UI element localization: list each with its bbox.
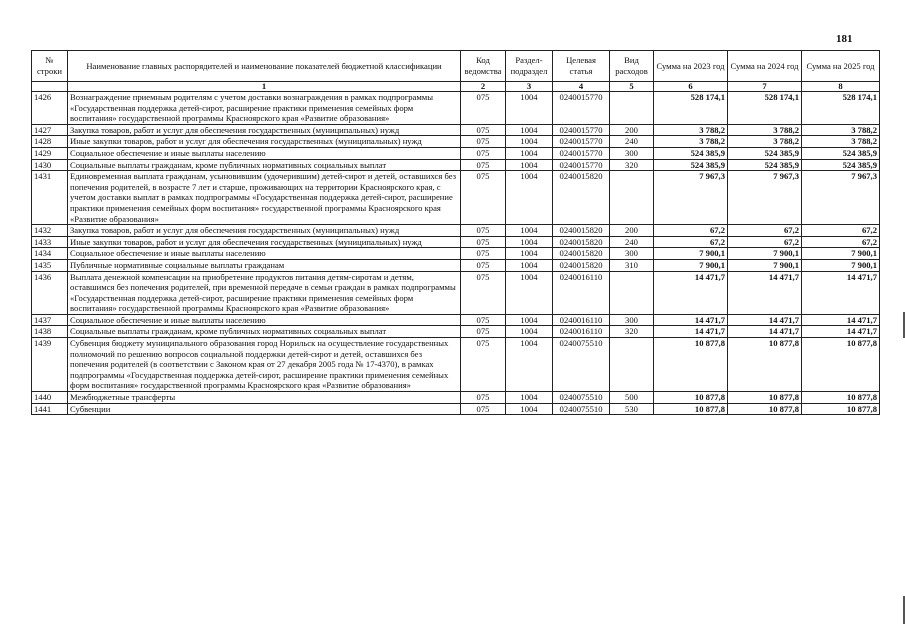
section-code: 1004 bbox=[506, 171, 553, 225]
sum-2024: 10 877,8 bbox=[728, 392, 802, 404]
section-code: 1004 bbox=[506, 236, 553, 248]
dept-code: 075 bbox=[461, 236, 506, 248]
table-row bbox=[32, 136, 880, 148]
dept-code: 075 bbox=[461, 248, 506, 260]
expense-type: 200 bbox=[610, 225, 654, 237]
expense-type: 500 bbox=[610, 392, 654, 404]
row-name: Социальные выплаты гражданам, кроме публичных нормативных социальных выплат bbox=[68, 326, 461, 338]
header-target: Целевая статья bbox=[553, 51, 610, 82]
sum-2025: 14 471,7 bbox=[802, 314, 880, 326]
expense-type: 320 bbox=[610, 326, 654, 338]
table-row bbox=[32, 403, 880, 415]
sum-2023: 3 788,2 bbox=[654, 124, 728, 136]
dept-code: 075 bbox=[461, 225, 506, 237]
row-number: 1432 bbox=[32, 225, 68, 237]
row-number: 1426 bbox=[32, 92, 68, 125]
sum-2024: 10 877,8 bbox=[728, 338, 802, 392]
row-name: Социальное обеспечение и иные выплаты населению bbox=[68, 147, 461, 159]
target-code: 0240016110 bbox=[553, 271, 610, 314]
section-code: 1004 bbox=[506, 326, 553, 338]
row-name: Выплата денежной компенсации на приобретение продуктов питания детям-сиротам и детям, оставшимся без попечения родителей, при временной передаче в семьи граждан в рамках подпрограммы «Государственная поддержка детей-сирот, расширение практики применения семейных форм воспитания» государственной программы Красноярского края «Развитие образования» bbox=[68, 271, 461, 314]
expense-type bbox=[610, 271, 654, 314]
row-number: 1429 bbox=[32, 147, 68, 159]
sum-2024: 14 471,7 bbox=[728, 314, 802, 326]
expense-type bbox=[610, 171, 654, 225]
row-name: Социальные выплаты гражданам, кроме публичных нормативных социальных выплат bbox=[68, 159, 461, 171]
dept-code: 075 bbox=[461, 314, 506, 326]
row-name: Субвенции bbox=[68, 403, 461, 415]
row-name: Субвенция бюджету муниципального образования город Норильск на осуществление государственных полномочий по решению вопросов социальной поддержки детей-сирот и детей, оставшихся без попечения родителей (в соответствии с Законом края от 27 декабря 2005 года № 17-4370), в рамках подпрограммы «Государственная поддержка детей-сирот, расширение практики применения семейных форм воспитания» государственной программы Красноярского края «Развитие образования» bbox=[68, 338, 461, 392]
page-number: 181 bbox=[836, 33, 853, 45]
sum-2024: 3 788,2 bbox=[728, 124, 802, 136]
dept-code: 075 bbox=[461, 271, 506, 314]
sum-2024: 67,2 bbox=[728, 225, 802, 237]
header-sum-2024: Сумма на 2024 год bbox=[728, 51, 802, 82]
row-name: Иные закупки товаров, работ и услуг для обеспечения государственных (муниципальных) нужд bbox=[68, 236, 461, 248]
sum-2023: 10 877,8 bbox=[654, 338, 728, 392]
sum-2023: 524 385,9 bbox=[654, 147, 728, 159]
dept-code: 075 bbox=[461, 124, 506, 136]
target-code: 0240015820 bbox=[553, 236, 610, 248]
expense-type: 530 bbox=[610, 403, 654, 415]
expense-type: 300 bbox=[610, 248, 654, 260]
sum-2025: 3 788,2 bbox=[802, 136, 880, 148]
sum-2025: 7 967,3 bbox=[802, 171, 880, 225]
sum-2024: 524 385,9 bbox=[728, 147, 802, 159]
column-number: 8 bbox=[802, 82, 880, 92]
dept-code: 075 bbox=[461, 259, 506, 271]
expense-type: 300 bbox=[610, 147, 654, 159]
table-row bbox=[32, 259, 880, 271]
sum-2023: 14 471,7 bbox=[654, 326, 728, 338]
dept-code: 075 bbox=[461, 147, 506, 159]
sum-2025: 67,2 bbox=[802, 225, 880, 237]
dept-code: 075 bbox=[461, 92, 506, 125]
sum-2024: 67,2 bbox=[728, 236, 802, 248]
column-number bbox=[32, 82, 68, 92]
sum-2024: 524 385,9 bbox=[728, 159, 802, 171]
section-code: 1004 bbox=[506, 259, 553, 271]
table-row bbox=[32, 248, 880, 260]
table-row bbox=[32, 124, 880, 136]
sum-2023: 7 900,1 bbox=[654, 259, 728, 271]
sum-2024: 7 900,1 bbox=[728, 259, 802, 271]
header-row-no: № строки bbox=[32, 51, 68, 82]
header-sum-2025: Сумма на 2025 год bbox=[802, 51, 880, 82]
row-name: Вознаграждение приемным родителям с учетом доставки вознаграждения в рамках подпрограммы «Государственная поддержка детей-сирот, расширение практики применения семейных форм воспитания» государственной программы Красноярского края «Развитие образования» bbox=[68, 92, 461, 125]
dept-code: 075 bbox=[461, 326, 506, 338]
table-row bbox=[32, 314, 880, 326]
table-row bbox=[32, 147, 880, 159]
expense-type: 240 bbox=[610, 236, 654, 248]
table-body bbox=[32, 92, 880, 415]
row-number: 1437 bbox=[32, 314, 68, 326]
sum-2024: 528 174,1 bbox=[728, 92, 802, 125]
expense-type: 320 bbox=[610, 159, 654, 171]
dept-code: 075 bbox=[461, 171, 506, 225]
row-number: 1440 bbox=[32, 392, 68, 404]
row-number: 1438 bbox=[32, 326, 68, 338]
section-code: 1004 bbox=[506, 403, 553, 415]
sum-2025: 10 877,8 bbox=[802, 392, 880, 404]
row-name: Единовременная выплата гражданам, усыновившим (удочерившим) детей-сирот и детей, оставшихся без попечения родителей, в возрасте 7 лет и старше, проживающих на территории Красноярского края, с учетом доставки выплат в рамках подпрограммы «Государственная поддержка детей-сирот, расширение практики применения семейных форм воспитания» государственной программы Красноярского края «Развитие образования» bbox=[68, 171, 461, 225]
table-row bbox=[32, 392, 880, 404]
dept-code: 075 bbox=[461, 159, 506, 171]
target-code: 0240015770 bbox=[553, 124, 610, 136]
sum-2025: 524 385,9 bbox=[802, 159, 880, 171]
table-row bbox=[32, 271, 880, 314]
sum-2025: 14 471,7 bbox=[802, 326, 880, 338]
row-name: Закупка товаров, работ и услуг для обеспечения государственных (муниципальных) нужд bbox=[68, 225, 461, 237]
table-row bbox=[32, 338, 880, 392]
column-number: 1 bbox=[68, 82, 461, 92]
row-number: 1430 bbox=[32, 159, 68, 171]
sum-2025: 7 900,1 bbox=[802, 248, 880, 260]
target-code: 0240015820 bbox=[553, 225, 610, 237]
header-sum-2023: Сумма на 2023 год bbox=[654, 51, 728, 82]
target-code: 0240016110 bbox=[553, 326, 610, 338]
target-code: 0240015820 bbox=[553, 248, 610, 260]
section-code: 1004 bbox=[506, 314, 553, 326]
header-name: Наименование главных распорядителей и наименование показателей бюджетной классификации bbox=[68, 51, 461, 82]
expense-type bbox=[610, 338, 654, 392]
expense-type bbox=[610, 92, 654, 125]
sum-2024: 3 788,2 bbox=[728, 136, 802, 148]
sum-2023: 7 900,1 bbox=[654, 248, 728, 260]
row-number: 1433 bbox=[32, 236, 68, 248]
sum-2025: 528 174,1 bbox=[802, 92, 880, 125]
header-section: Раздел-подраздел bbox=[506, 51, 553, 82]
section-code: 1004 bbox=[506, 159, 553, 171]
section-code: 1004 bbox=[506, 338, 553, 392]
column-number: 5 bbox=[610, 82, 654, 92]
section-code: 1004 bbox=[506, 271, 553, 314]
column-number: 7 bbox=[728, 82, 802, 92]
target-code: 0240015770 bbox=[553, 147, 610, 159]
dept-code: 075 bbox=[461, 392, 506, 404]
table-row bbox=[32, 236, 880, 248]
row-name: Публичные нормативные социальные выплаты гражданам bbox=[68, 259, 461, 271]
sum-2025: 10 877,8 bbox=[802, 403, 880, 415]
sum-2025: 524 385,9 bbox=[802, 147, 880, 159]
target-code: 0240015770 bbox=[553, 92, 610, 125]
sum-2024: 14 471,7 bbox=[728, 326, 802, 338]
sum-2023: 67,2 bbox=[654, 236, 728, 248]
row-number: 1439 bbox=[32, 338, 68, 392]
header-dept-code: Код ведомства bbox=[461, 51, 506, 82]
section-code: 1004 bbox=[506, 124, 553, 136]
column-number: 2 bbox=[461, 82, 506, 92]
sum-2025: 3 788,2 bbox=[802, 124, 880, 136]
sum-2023: 10 877,8 bbox=[654, 403, 728, 415]
header-row bbox=[32, 51, 880, 82]
dept-code: 075 bbox=[461, 338, 506, 392]
sum-2024: 7 967,3 bbox=[728, 171, 802, 225]
column-numbers-row bbox=[32, 82, 880, 92]
expense-type: 240 bbox=[610, 136, 654, 148]
header-expense-type: Вид расходов bbox=[610, 51, 654, 82]
row-name: Иные закупки товаров, работ и услуг для обеспечения государственных (муниципальных) нужд bbox=[68, 136, 461, 148]
row-name: Социальное обеспечение и иные выплаты населению bbox=[68, 314, 461, 326]
section-code: 1004 bbox=[506, 147, 553, 159]
row-number: 1435 bbox=[32, 259, 68, 271]
target-code: 0240015770 bbox=[553, 159, 610, 171]
row-name: Закупка товаров, работ и услуг для обеспечения государственных (муниципальных) нужд bbox=[68, 124, 461, 136]
table-row bbox=[32, 92, 880, 125]
row-number: 1427 bbox=[32, 124, 68, 136]
sum-2025: 7 900,1 bbox=[802, 259, 880, 271]
sum-2024: 14 471,7 bbox=[728, 271, 802, 314]
column-number: 6 bbox=[654, 82, 728, 92]
row-number: 1436 bbox=[32, 271, 68, 314]
target-code: 0240075510 bbox=[553, 392, 610, 404]
dept-code: 075 bbox=[461, 136, 506, 148]
sum-2025: 14 471,7 bbox=[802, 271, 880, 314]
target-code: 0240015820 bbox=[553, 259, 610, 271]
sum-2024: 10 877,8 bbox=[728, 403, 802, 415]
sum-2023: 3 788,2 bbox=[654, 136, 728, 148]
section-code: 1004 bbox=[506, 225, 553, 237]
sum-2023: 10 877,8 bbox=[654, 392, 728, 404]
target-code: 0240015770 bbox=[553, 136, 610, 148]
sum-2024: 7 900,1 bbox=[728, 248, 802, 260]
dept-code: 075 bbox=[461, 403, 506, 415]
column-number: 4 bbox=[553, 82, 610, 92]
sum-2023: 528 174,1 bbox=[654, 92, 728, 125]
row-number: 1441 bbox=[32, 403, 68, 415]
table-row bbox=[32, 171, 880, 225]
budget-table bbox=[31, 50, 880, 415]
sum-2023: 14 471,7 bbox=[654, 271, 728, 314]
expense-type: 200 bbox=[610, 124, 654, 136]
table-row bbox=[32, 225, 880, 237]
row-number: 1431 bbox=[32, 171, 68, 225]
sum-2025: 67,2 bbox=[802, 236, 880, 248]
column-number: 3 bbox=[506, 82, 553, 92]
section-code: 1004 bbox=[506, 92, 553, 125]
table-row bbox=[32, 326, 880, 338]
row-number: 1434 bbox=[32, 248, 68, 260]
table-row bbox=[32, 159, 880, 171]
expense-type: 310 bbox=[610, 259, 654, 271]
target-code: 0240016110 bbox=[553, 314, 610, 326]
sum-2023: 67,2 bbox=[654, 225, 728, 237]
section-code: 1004 bbox=[506, 248, 553, 260]
row-number: 1428 bbox=[32, 136, 68, 148]
sum-2025: 10 877,8 bbox=[802, 338, 880, 392]
section-code: 1004 bbox=[506, 392, 553, 404]
section-code: 1004 bbox=[506, 136, 553, 148]
sum-2023: 524 385,9 bbox=[654, 159, 728, 171]
row-name: Межбюджетные трансферты bbox=[68, 392, 461, 404]
sum-2023: 7 967,3 bbox=[654, 171, 728, 225]
target-code: 0240015820 bbox=[553, 171, 610, 225]
row-name: Социальное обеспечение и иные выплаты населению bbox=[68, 248, 461, 260]
target-code: 0240075510 bbox=[553, 403, 610, 415]
expense-type: 300 bbox=[610, 314, 654, 326]
sum-2023: 14 471,7 bbox=[654, 314, 728, 326]
target-code: 0240075510 bbox=[553, 338, 610, 392]
